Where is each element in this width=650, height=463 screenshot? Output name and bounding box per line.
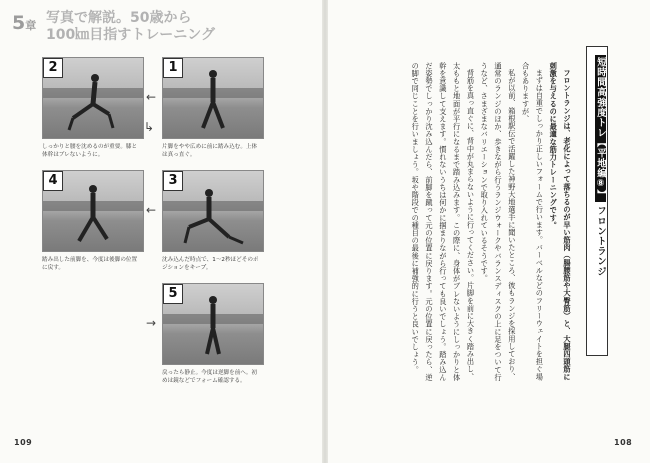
step-caption-4: 踏み出した前脚を、今度は後脚の位置に戻す。 xyxy=(42,257,138,271)
step-photo-3 xyxy=(162,170,264,252)
step-number: 2 xyxy=(43,58,63,78)
step-photo-2 xyxy=(42,57,144,139)
section-title: フロントランジ xyxy=(595,205,606,277)
arrow-left-icon: ← xyxy=(146,203,157,217)
section-title-box xyxy=(586,46,608,356)
step-caption-2: しっかりと腰を沈めるのが重要。膝と体幹はブレないように。 xyxy=(42,144,138,158)
lead-paragraph: フロントランジは、老化によって落ちるのが早い筋肉（腸腰筋や大臀筋）と、大腿四頭筋に刺激を与えるのに最適な筋力トレーニングです。 xyxy=(549,62,572,381)
arrow-left-icon: ← xyxy=(146,90,157,104)
page-number-right: 108 xyxy=(614,438,633,447)
body-paragraph: 私が以前、箱根駅伝で活躍した神野大地選手に聞いたところ、彼もランジを採用しており、通常のランジのほか、歩きながら行うランジウォークやバランスディスクの上に足をついて行うなど、さまざまなバリエーションで取り入れているそうです。 xyxy=(480,62,517,382)
step-number: 3 xyxy=(163,171,183,191)
body-paragraph: まずは自重でしっかり正しいフォームで行います。バーベルなどのフリーウェイトを担ぐ場合もありますが、 xyxy=(521,62,545,381)
step-number: 4 xyxy=(43,171,63,191)
arrow-right-icon: → xyxy=(146,316,157,330)
section-title-label: 短時間高強度トレ【平地編⑧】 xyxy=(595,57,606,200)
page-number-left: 109 xyxy=(14,438,33,447)
step-number: 1 xyxy=(163,58,183,78)
article-body xyxy=(364,62,574,382)
step-number: 5 xyxy=(163,284,183,304)
page-headline: 写真で解説。50歳から 100㎞目指すトレーニング xyxy=(46,10,215,43)
step-caption-1: 片脚をやや広めに前に踏み込む。上体は真っ直ぐ。 xyxy=(162,144,258,158)
step-caption-5: 戻ったら静止。今度は逆脚を前へ。初めは鏡などでフォーム確認する。 xyxy=(162,370,258,384)
chapter-number: 5章 xyxy=(12,12,37,34)
step-photo-4 xyxy=(42,170,144,252)
step-photo-1 xyxy=(162,57,264,139)
step-photo-5 xyxy=(162,283,264,365)
book-gutter xyxy=(322,0,328,463)
arrow-down-icon: ↳ xyxy=(144,120,155,134)
step-caption-3: 沈み込んだ時点で、1～2秒ほどそのポジションをキープ。 xyxy=(162,257,259,271)
body-paragraph: 背筋を真っ直ぐに、背中が丸まらないように行ってください。片脚を前に大きく踏み出し、太ももと地面が平行になるまで踏み込みます。この際に、身体がブレないようにしっかりと体幹を意識して支えます。慣れないうちは何かに掴まりながら行っても良いでしょう。踏み込んだ姿勢でしっかり沈み込んだら、前脚を蹴って元の位置に戻ります。元の位置に戻ったら、逆の脚で同じことを行いましょう。坂や階段での種目の最後に補強的に行うと良いでしょう。 xyxy=(411,62,476,382)
